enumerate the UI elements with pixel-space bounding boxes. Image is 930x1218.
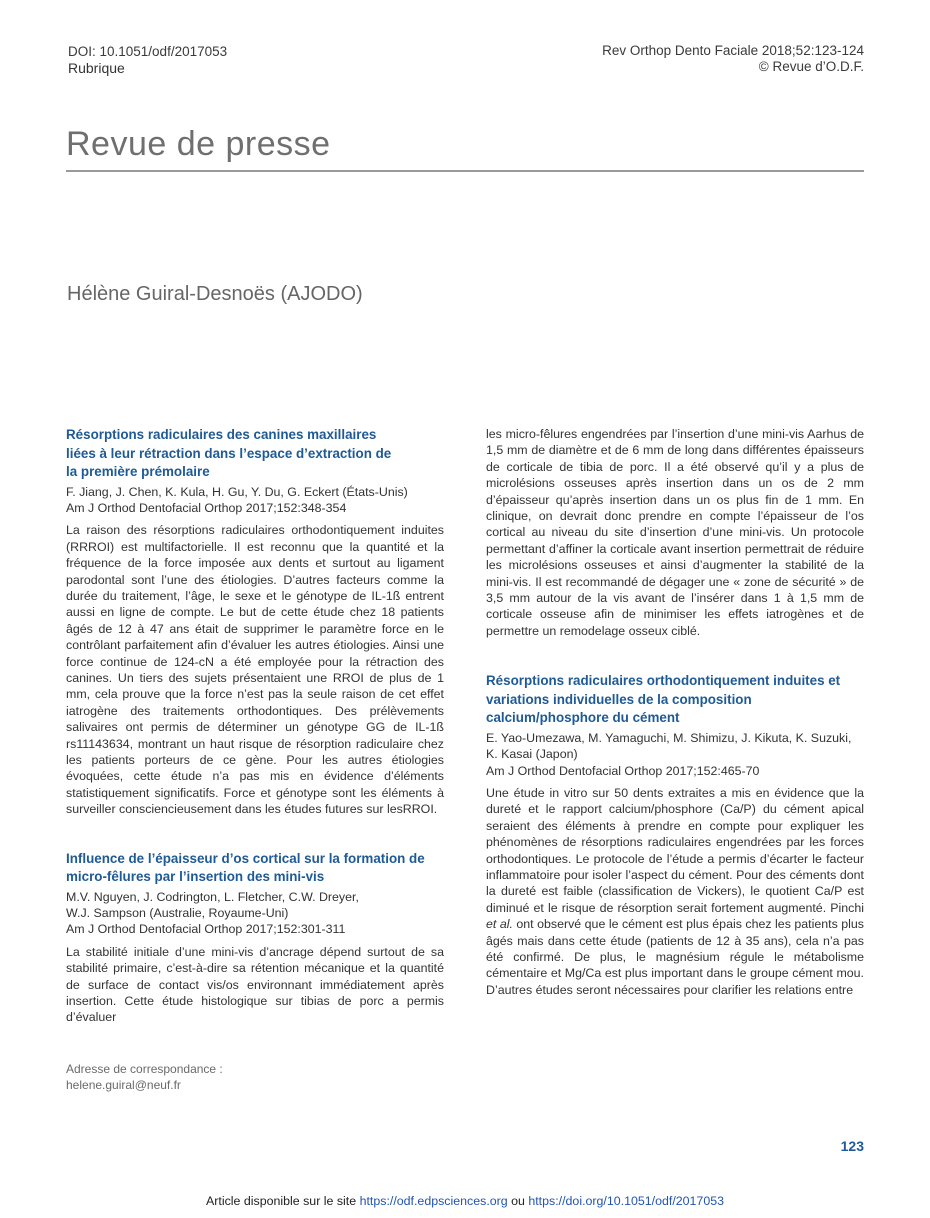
header-left	[68, 44, 227, 76]
article-3-reference: Am J Orthod Dentofacial Orthop 2017;152:465-70	[486, 763, 760, 778]
article-3-body-part1: Une étude in vitro sur 50 dents extraites a mis en évidence que la dureté et le rapport calcium/phosphore (Ca/P) du cément apical seraient des éléments à prendre en compte pour expliquer les phénomènes de résorptions radiculaires engendrées par les forces orthodontiques. Le protocole de l’étude a permis d’écarter le facteur inflammatoire pour isoler l’aspect du cément. Pour des céments dont la dureté est faible (classification de Vickers), le quotient Ca/P est diminué et le risque de résorption serait fortement augmenté. Pinchi	[486, 786, 864, 915]
left-column	[66, 426, 444, 1026]
article-3-title: Résorptions radiculaires orthodontiquement induites et variations individuelles de la composition calcium/phosphore du cément	[486, 673, 841, 726]
article-1-title: Résorptions radiculaires des canines maxillaires liées à leur rétraction dans l’espace d’extraction de la première prémolaire	[66, 427, 392, 479]
article-3-body	[486, 785, 864, 998]
article-3-body-italic: et al.	[486, 917, 513, 932]
doi: DOI: 10.1051/odf/2017053	[68, 44, 228, 59]
article-1	[66, 426, 444, 818]
footer-link-doi[interactable]: https://doi.org/10.1051/odf/2017053	[528, 1194, 724, 1208]
header-right	[602, 43, 864, 75]
article-2-body: La stabilité initiale d’une mini-vis d’ancrage dépend surtout de sa stabilité primaire, c’est-à-dire sa rétention mécanique et la quantité de surface de contact vis/os environnant immédiatement après insertion. Cette étude histologique sur tibias de porc a permis d’évaluer	[66, 944, 444, 1025]
correspondence	[66, 1061, 223, 1093]
article-1-body: La raison des résorptions radiculaires orthodontiquement induites (RRROI) est multifactorielle. Il est reconnu que la quantité et la fréquence de la force imposée aux dents et surtout au ligament parodontal sont l’une des étiologies. D’autres facteurs comme la durée du traitement, l’âge, le sexe et le génotype de IL-1ß entrent aussi en ligne de compte. Le but de cette étude chez 18 patients âgés de 12 à 47 ans était de supprimer le paramètre force en le contrôlant parfaitement afin d’évaluer les autres étiologies. Ainsi une force continue de 124-cN a été employée pour la rétraction des canines. Un tiers des sujets présentaient une RROI de plus de 1 mm, cela prouve que la force n’est pas la seule raison de cet effet iatrogène des traitements orthodontiques. Des prélèvements salivaires ont permis de déterminer un génotype GG de IL-1ß rs11143634, montrant un haut risque de résorption radiculaire chez les patients porteurs de ce gène. Pour les autres étiologies évoquées, cette étude n’a pas mis en évidence d’éléments statistiquement significatifs. Force et génotype sont les éléments à surveiller consciencieusement dans les études futures sur lesRROI.	[66, 523, 444, 817]
footer-middle: ou	[507, 1194, 529, 1208]
article-2-body-continued: les micro-fêlures engendrées par l’insertion d’une mini-vis Aarhus de 1,5 mm de diamètre et de 6 mm de long dans différentes épaisseurs de corticale de tibia de porc. Il a été observé qu’il y a plus de microlésions osseuses après insertion dans un os de 2 mm d’épaisseur qu’après insertion dans un os plus fin de 1 mm. En clinique, on devrait donc prendre en compte l’épaisseur de l’os cortical au niveau du site d’insertion d’une mini-vis. Un protocole permettant d’affiner la corticale avant insertion permettrait de réduire les microlésions osseuses et ainsi d’augmenter la stabilité de la mini-vis. Il est recommandé de dégager une « zone de sécurité » de 3,5 mm autour de la vis avant de l’insérer dans 1 à 1,5 mm de corticale osseuse afin de minimiser les effets iatrogènes et de permettre un remodelage osseux ciblé.	[486, 427, 864, 638]
copyright: © Revue d’O.D.F.	[758, 59, 864, 74]
article-2-authors: M.V. Nguyen, J. Codrington, L. Fletcher, C.W. Dreyer, W.J. Sampson (Australie, Royaume-Uni)	[66, 889, 359, 921]
article-1-authors: F. Jiang, J. Chen, K. Kula, H. Gu, Y. Du, G. Eckert (États-Unis)	[66, 484, 408, 499]
right-column	[486, 426, 864, 998]
article-3-authors: E. Yao-Umezawa, M. Yamaguchi, M. Shimizu, J. Kikuta, K. Suzuki, K. Kasai (Japon)	[486, 730, 852, 762]
footer	[0, 1194, 930, 1208]
article-3-body-part2: ont observé que le cément est plus épais chez les patients plus âgés mais dans cette étude (patients de 12 à 35 ans), cela n’a pas été confirmé. De plus, le magnésium régule le métabolisme cémentaire et Mg/Ca est plus important dans le groupe cément mou. D’autres études seront nécessaires pour clarifier les relations entre	[486, 917, 864, 997]
article-2-title: Influence de l’épaisseur d’os cortical sur la formation de micro-fêlures par l’insertion des mini-vis	[66, 850, 425, 885]
article-3	[486, 672, 864, 998]
page-title: Revue de presse	[66, 125, 331, 163]
correspondence-email[interactable]: helene.guiral@neuf.fr	[66, 1078, 181, 1092]
title-divider	[66, 170, 864, 172]
rubrique: Rubrique	[68, 60, 125, 76]
journal-reference: Rev Orthop Dento Faciale 2018;52:123-124	[602, 43, 864, 58]
article-1-reference: Am J Orthod Dentofacial Orthop 2017;152:348-354	[66, 500, 347, 515]
correspondence-label: Adresse de correspondance :	[66, 1062, 223, 1076]
article-2	[66, 850, 444, 1026]
author-line: Hélène Guiral-Desnoës (AJODO)	[67, 283, 363, 305]
footer-prefix: Article disponible sur le site	[206, 1194, 360, 1208]
article-2-reference: Am J Orthod Dentofacial Orthop 2017;152:301-311	[66, 922, 346, 937]
page-number: 123	[840, 1138, 864, 1154]
footer-link-site[interactable]: https://odf.edpsciences.org	[359, 1194, 508, 1208]
